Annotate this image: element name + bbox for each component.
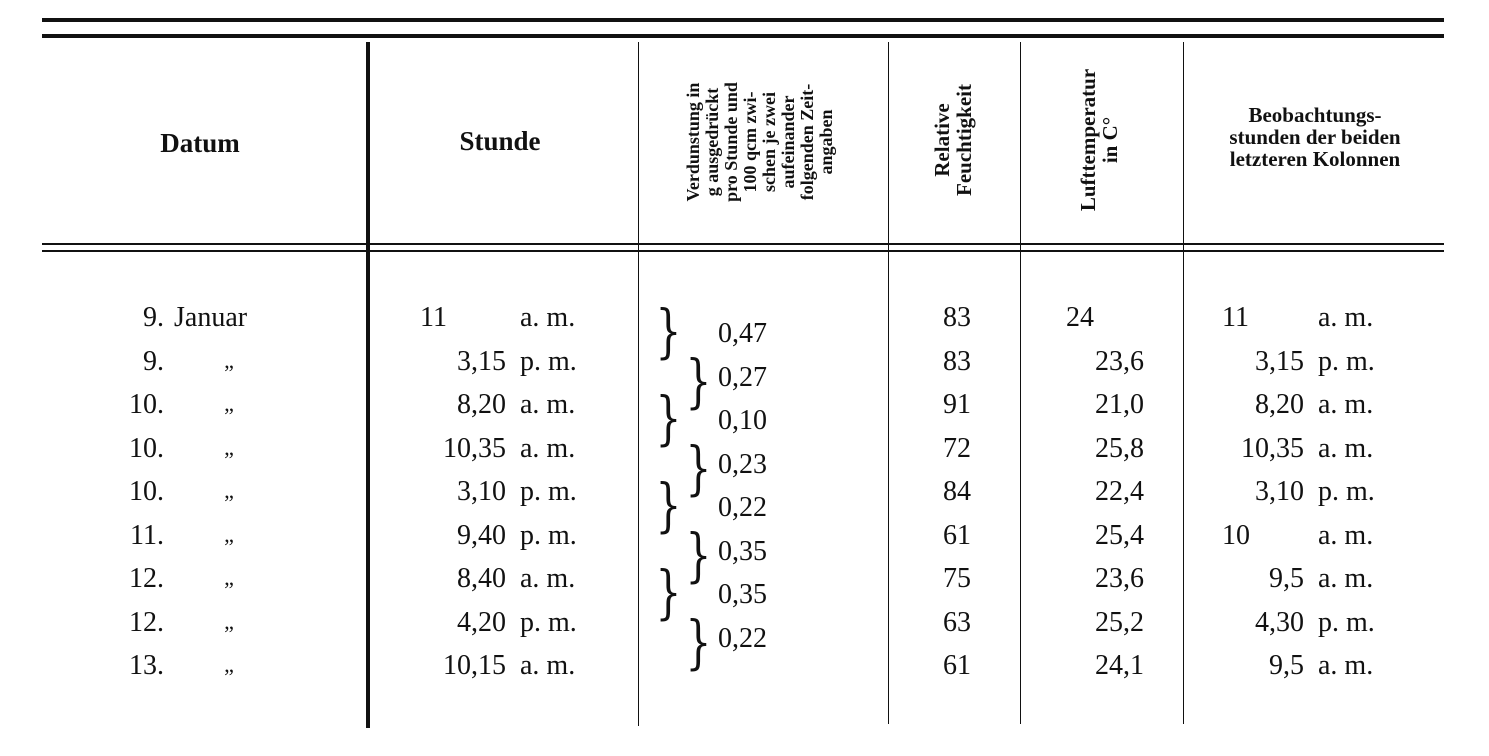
header-stunde: Stunde [459,126,541,156]
verdunstung-value: 0,47 [718,318,767,349]
header-bottom-rule [42,243,1444,245]
top-rule-thick-2 [42,34,1444,38]
brace-mark: } [655,384,682,452]
header-beobachtung-line-2: stunden der beiden [1229,125,1401,149]
column-divider-datum [366,42,370,728]
lufttemperatur: 25,4 [1095,519,1144,551]
stunde-hour: 9,40 [457,519,506,551]
beobachtung-hour: 9,5 [1269,650,1304,681]
stunde-ampm: p. m. [520,476,577,507]
column-divider-stunde [638,42,639,726]
beobachtung-ampm: a. m. [1318,650,1374,681]
brace-mark: } [685,346,712,415]
relative-feuchtigkeit: 72 [943,432,971,464]
datum-day: 11. [130,519,164,551]
verdunstung-value: 0,35 [718,579,767,610]
stunde-hour: 4,20 [457,606,506,638]
beobachtung-hour: 3,10 [1255,476,1304,507]
stunde-hour: 11 [420,302,447,333]
datum-month: Januar [174,302,248,333]
datum-day: 12. [129,563,164,594]
lufttemperatur: 23,6 [1095,563,1144,594]
beobachtung-hour: 4,30 [1255,606,1304,638]
stunde-ampm: a. m. [520,302,576,333]
column-divider-temperatur [1183,42,1184,724]
top-rule-thick [42,18,1444,22]
lufttemperatur: 23,6 [1095,345,1144,377]
brace-mark: } [655,471,682,539]
lufttemperatur: 25,2 [1095,606,1144,638]
lufttemperatur: 24,1 [1095,650,1144,681]
relative-feuchtigkeit: 63 [943,606,971,638]
relative-feuchtigkeit: 61 [943,650,971,681]
datum-month: „ [224,608,234,634]
header-verdunstung: Verdunstung in g ausgedrückt pro Stunde und 100 qcm zwi- schen je zwei aufeinander folgenden Zeit- angaben [683,82,836,202]
stunde-hour: 8,20 [457,389,506,420]
verdunstung-value: 0,23 [718,448,767,480]
beobachtung-hour: 10,35 [1241,432,1304,464]
brace-mark: } [685,607,712,676]
verdunstung-value: 0,27 [718,361,767,393]
relative-feuchtigkeit: 83 [943,302,971,333]
datum-day: 10. [129,389,164,420]
datum-day: 9. [143,302,164,333]
lufttemperatur: 25,8 [1095,432,1144,464]
datum-day: 10. [129,476,164,507]
datum-month: „ [224,478,234,503]
relative-feuchtigkeit: 91 [943,389,971,420]
beobachtung-ampm: a. m. [1318,302,1374,333]
beobachtung-ampm: p. m. [1318,476,1375,507]
verdunstung-value: 0,10 [718,405,767,436]
datum-month: „ [224,347,234,373]
brace-mark: } [655,297,682,365]
datum-day: 12. [129,606,164,638]
beobachtung-hour: 8,20 [1255,389,1304,420]
relative-feuchtigkeit: 84 [943,476,971,507]
relative-feuchtigkeit: 75 [943,563,971,594]
lufttemperatur: 21,0 [1095,389,1144,420]
datum-day: 10. [129,432,164,464]
beobachtung-hour: 11 [1222,302,1249,333]
beobachtung-hour: 9,5 [1269,563,1304,594]
header-beobachtung-line-1: Beobachtungs- [1248,103,1382,127]
verdunstung-value: 0,22 [718,622,767,654]
stunde-ampm: p. m. [520,345,577,377]
stunde-ampm: p. m. [520,519,577,551]
header-temperatur: Lufttemperatur in C° [1076,68,1122,212]
datum-month: „ [224,434,234,460]
stunde-ampm: p. m. [520,606,577,638]
stunde-ampm: a. m. [520,650,576,681]
datum-day: 13. [129,650,164,681]
header-bottom-rule-2 [42,250,1444,252]
stunde-hour: 8,40 [457,563,506,594]
stunde-ampm: a. m. [520,563,576,594]
stunde-hour: 3,15 [457,345,506,377]
lufttemperatur: 22,4 [1095,476,1144,507]
datum-day: 9. [143,345,164,377]
beobachtung-ampm: p. m. [1318,606,1375,638]
beobachtung-ampm: a. m. [1318,389,1374,420]
verdunstung-value: 0,35 [718,535,767,567]
column-divider-verdunstung [888,42,889,724]
datum-month: „ [224,565,234,590]
verdunstung-value: 0,22 [718,492,767,523]
relative-feuchtigkeit: 83 [943,345,971,377]
relative-feuchtigkeit: 61 [943,519,971,551]
beobachtung-ampm: a. m. [1318,432,1374,464]
brace-mark: } [685,433,712,502]
datum-month: „ [224,521,234,547]
datum-month: „ [224,652,234,677]
beobachtung-hour: 10 [1222,519,1250,551]
stunde-ampm: a. m. [520,432,576,464]
stunde-hour: 3,10 [457,476,506,507]
header-datum: Datum [160,128,240,158]
beobachtung-ampm: p. m. [1318,345,1375,377]
datum-month: „ [224,391,234,416]
beobachtung-ampm: a. m. [1318,563,1374,594]
header-beobachtung-line-3: letzteren Kolonnen [1229,147,1401,171]
brace-mark: } [685,520,712,589]
header-beobachtung [1186,104,1444,170]
stunde-ampm: a. m. [520,389,576,420]
brace-mark: } [655,558,682,626]
beobachtung-ampm: a. m. [1318,519,1374,551]
lufttemperatur: 24 [1066,302,1094,333]
stunde-hour: 10,15 [443,650,506,681]
beobachtung-hour: 3,15 [1255,345,1304,377]
stunde-hour: 10,35 [443,432,506,464]
column-divider-feuchtigkeit [1020,42,1021,724]
header-feuchtigkeit: Relative Feuchtigkeit [930,84,976,196]
